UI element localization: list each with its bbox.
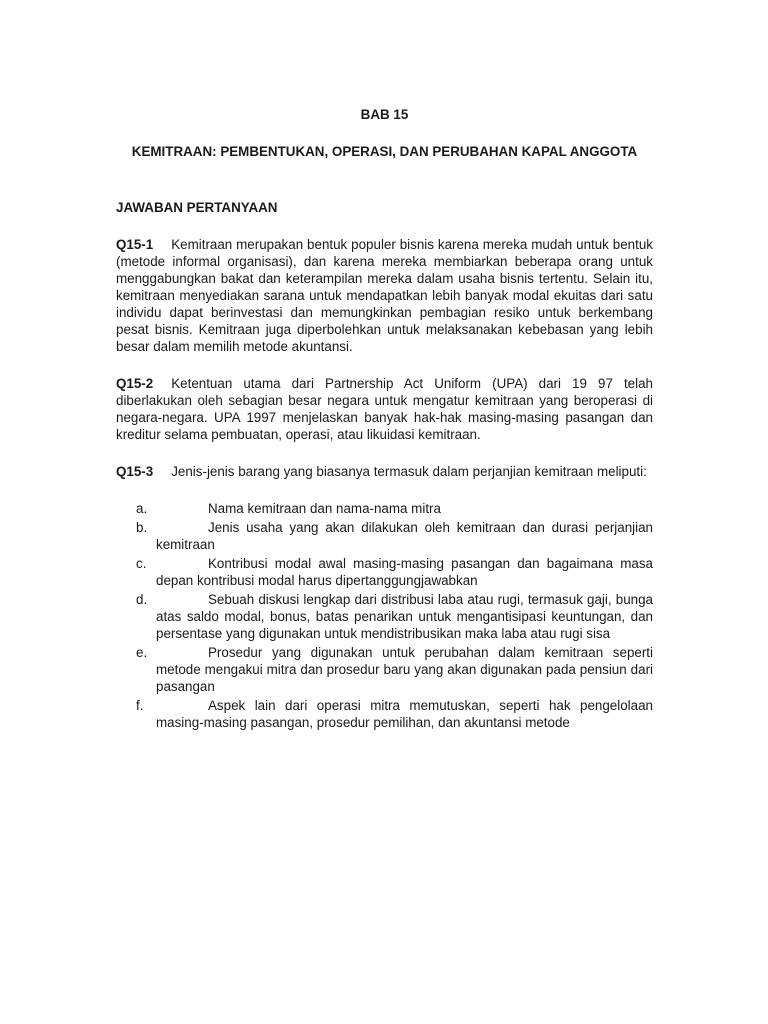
list-item	[116, 519, 653, 553]
list-item-text: Prosedur yang digunakan untuk perubahan dalam kemitraan seperti metode mengakui mitra dan prosedur baru yang akan digunakan pada pensiun dari pasangan	[156, 645, 653, 694]
list-marker: a.	[136, 501, 148, 516]
question-answer-q15-2	[116, 375, 653, 443]
list-item-text: Nama kemitraan dan nama-nama mitra	[208, 501, 441, 516]
question-id: Q15-1	[116, 237, 154, 252]
list-marker: d.	[136, 592, 148, 607]
list-item	[116, 591, 653, 642]
agreement-items-list	[116, 500, 653, 731]
chapter-heading: BAB 15	[360, 107, 409, 122]
document-page	[116, 106, 653, 733]
list-item-text: Sebuah diskusi lengkap dari distribusi laba atau rugi, termasuk gaji, bunga atas saldo modal, bonus, batas penarikan untuk mengantisipasi keuntungan, dan persentase yang digunakan untuk mendistribusikan maka laba atau rugi sisa	[156, 592, 653, 641]
document-title: KEMITRAAN: PEMBENTUKAN, OPERASI, DAN PERUBAHAN KAPAL ANGGOTA	[131, 144, 638, 159]
question-id: Q15-2	[116, 376, 154, 391]
list-item	[116, 644, 653, 695]
list-marker: b.	[136, 520, 148, 535]
question-answer-q15-3	[116, 463, 653, 480]
list-marker: f.	[136, 698, 144, 713]
list-marker: e.	[136, 645, 148, 660]
list-item-text: Jenis usaha yang akan dilakukan oleh kemitraan dan durasi perjanjian kemitraan	[156, 520, 653, 552]
answer-text: Kemitraan merupakan bentuk populer bisnis karena mereka mudah untuk bentuk (metode informal organisasi), dan karena mereka membiarkan beberapa orang untuk menggabungkan bakat dan keterampilan mereka dalam usaha bisnis tertentu. Selain itu, kemitraan menyediakan sarana untuk mendapatkan lebih banyak modal ekuitas dari satu individu dapat berinvestasi dan memungkinkan pembagian resiko untuk berkembang pesat bisnis. Kemitraan juga diperbolehkan untuk melaksanakan kebebasan yang lebih besar dalam memilih metode akuntansi.	[116, 237, 653, 354]
section-heading: JAWABAN PERTANYAAN	[116, 200, 278, 215]
list-item	[116, 697, 653, 731]
answer-text: Jenis-jenis barang yang biasanya termasuk dalam perjanjian kemitraan meliputi:	[171, 464, 647, 479]
list-marker: c.	[136, 556, 147, 571]
list-item-text: Kontribusi modal awal masing-masing pasangan dan bagaimana masa depan kontribusi modal harus dipertanggungjawabkan	[156, 556, 653, 588]
answer-text: Ketentuan utama dari Partnership Act Uniform (UPA) dari 19 97 telah diberlakukan oleh sebagian besar negara untuk mengatur kemitraan yang beroperasi di negara-negara. UPA 1997 menjelaskan banyak hak-hak masing-masing pasangan dan kreditur selama pembuatan, operasi, atau likuidasi kemitraan.	[116, 376, 653, 442]
question-id: Q15-3	[116, 464, 154, 479]
list-item	[116, 500, 653, 517]
list-item-text: Aspek lain dari operasi mitra memutuskan, seperti hak pengelolaan masing-masing pasangan, prosedur pemilihan, dan akuntansi metode	[156, 698, 653, 730]
question-answer-q15-1	[116, 236, 653, 355]
list-item	[116, 555, 653, 589]
